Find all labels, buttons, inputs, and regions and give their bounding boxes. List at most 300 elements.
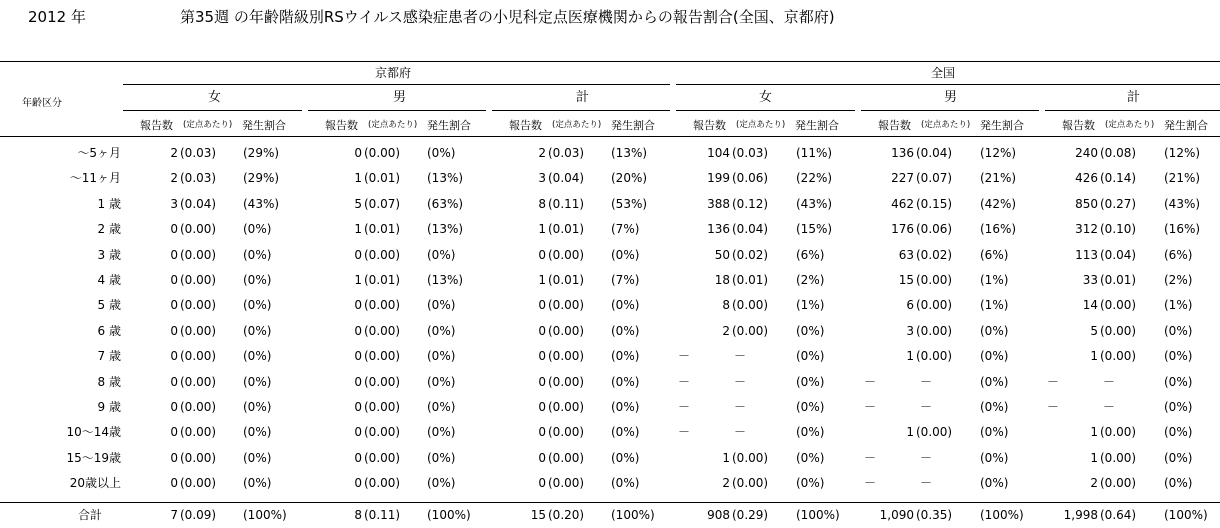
cell-per-site: (0.00) xyxy=(1100,324,1137,338)
header-bottom-rule xyxy=(0,136,1220,137)
cell-per-site: (0.14) xyxy=(1100,171,1137,185)
cell-per-site: (0.00) xyxy=(180,349,217,363)
cell-count: 1 xyxy=(354,273,362,287)
cell-count: 0 xyxy=(354,324,362,338)
cell-count: 2 xyxy=(170,146,178,160)
cell-count: 7 xyxy=(170,508,178,522)
cell-per-site: (0.00) xyxy=(916,298,953,312)
subheader-count: 報告数 xyxy=(509,119,542,132)
cell-per-site: (0.00) xyxy=(364,146,401,160)
cell-count: 113 xyxy=(1075,248,1098,262)
cell-ratio: (0%) xyxy=(427,400,456,414)
cell-ratio: (2%) xyxy=(796,273,825,287)
cell-per-site: (0.00) xyxy=(548,298,585,312)
cell-ratio: (0%) xyxy=(1164,375,1193,389)
cell-ratio: (0%) xyxy=(243,222,272,236)
subheader-per-site: (定点あたり) xyxy=(921,120,971,130)
cell-count: 0 xyxy=(170,248,178,262)
cell-count: 1 xyxy=(1090,349,1098,363)
sex-label: 男 xyxy=(944,90,958,105)
cell-count: 2 xyxy=(170,171,178,185)
cell-ratio: (22%) xyxy=(796,171,833,185)
cell-ratio: (12%) xyxy=(980,146,1017,160)
sex-rule xyxy=(308,110,486,111)
cell-per-site: (0.00) xyxy=(364,324,401,338)
cell-per-site: (0.00) xyxy=(548,248,585,262)
cell-dash: － xyxy=(678,425,691,439)
subheader-ratio: 発生割合 xyxy=(1164,119,1208,132)
row-age-label: 20歳以上 xyxy=(69,476,121,490)
cell-ratio: (0%) xyxy=(611,298,640,312)
cell-per-site: (0.06) xyxy=(916,222,953,236)
cell-per-site: (0.12) xyxy=(732,197,769,211)
cell-per-site: (0.00) xyxy=(180,425,217,439)
cell-ratio: (13%) xyxy=(427,273,464,287)
cell-per-site: (0.00) xyxy=(180,222,217,236)
cell-count: 1 xyxy=(906,425,914,439)
cell-per-site: (0.00) xyxy=(364,425,401,439)
cell-dash: － xyxy=(920,451,933,465)
cell-count: 240 xyxy=(1075,146,1098,160)
cell-ratio: (0%) xyxy=(611,451,640,465)
cell-ratio: (0%) xyxy=(796,375,825,389)
cell-per-site: (0.35) xyxy=(916,508,953,522)
cell-per-site: (0.01) xyxy=(548,273,585,287)
cell-ratio: (7%) xyxy=(611,273,640,287)
cell-per-site: (0.00) xyxy=(364,248,401,262)
cell-count: 2 xyxy=(722,476,730,490)
cell-ratio: (0%) xyxy=(980,476,1009,490)
cell-count: 14 xyxy=(1082,298,1098,312)
cell-count: 0 xyxy=(538,248,546,262)
subheader-per-site: (定点あたり) xyxy=(552,120,602,130)
subheader-ratio: 発生割合 xyxy=(242,119,286,132)
cell-count: 1 xyxy=(354,171,362,185)
row-age-label: 7 歳 xyxy=(97,349,121,363)
title-year: 2012 年 xyxy=(28,8,86,26)
sex-rule xyxy=(123,110,302,111)
cell-ratio: (0%) xyxy=(611,248,640,262)
cell-per-site: (0.00) xyxy=(548,375,585,389)
cell-per-site: (0.03) xyxy=(732,146,769,160)
cell-count: 0 xyxy=(354,248,362,262)
cell-per-site: (0.02) xyxy=(732,248,769,262)
cell-dash: － xyxy=(864,375,877,389)
cell-count: 0 xyxy=(170,349,178,363)
cell-ratio: (1%) xyxy=(980,298,1009,312)
cell-per-site: (0.00) xyxy=(364,476,401,490)
cell-ratio: (42%) xyxy=(980,197,1017,211)
cell-ratio: (100%) xyxy=(980,508,1024,522)
cell-count: 6 xyxy=(906,298,914,312)
cell-per-site: (0.00) xyxy=(1100,349,1137,363)
cell-count: 0 xyxy=(354,400,362,414)
row-age-label: ～11ヶ月 xyxy=(69,171,121,185)
cell-count: 15 xyxy=(898,273,914,287)
cell-ratio: (0%) xyxy=(427,375,456,389)
cell-ratio: (15%) xyxy=(796,222,833,236)
cell-count: 1 xyxy=(538,273,546,287)
cell-count: 850 xyxy=(1075,197,1098,211)
cell-per-site: (0.00) xyxy=(1100,425,1137,439)
cell-per-site: (0.64) xyxy=(1100,508,1137,522)
subheader-count: 報告数 xyxy=(1062,119,1095,132)
cell-ratio: (0%) xyxy=(1164,476,1193,490)
cell-ratio: (43%) xyxy=(796,197,833,211)
cell-dash: － xyxy=(920,476,933,490)
cell-count: 3 xyxy=(170,197,178,211)
sex-rule xyxy=(492,110,670,111)
cell-count: 0 xyxy=(538,476,546,490)
cell-count: 104 xyxy=(707,146,730,160)
cell-count: 0 xyxy=(538,375,546,389)
cell-ratio: (100%) xyxy=(1164,508,1208,522)
cell-per-site: (0.00) xyxy=(180,476,217,490)
cell-per-site: (0.00) xyxy=(180,451,217,465)
cell-count: 0 xyxy=(170,425,178,439)
cell-per-site: (0.01) xyxy=(364,273,401,287)
cell-count: 50 xyxy=(714,248,730,262)
cell-ratio: (6%) xyxy=(1164,248,1193,262)
cell-ratio: (53%) xyxy=(611,197,648,211)
cell-per-site: (0.00) xyxy=(364,375,401,389)
subheader-ratio: 発生割合 xyxy=(980,119,1024,132)
cell-dash: － xyxy=(678,375,691,389)
cell-ratio: (20%) xyxy=(611,171,648,185)
cell-per-site: (0.07) xyxy=(364,197,401,211)
cell-ratio: (0%) xyxy=(796,476,825,490)
cell-ratio: (13%) xyxy=(427,171,464,185)
cell-ratio: (29%) xyxy=(243,146,280,160)
cell-ratio: (100%) xyxy=(611,508,655,522)
cell-per-site: (0.00) xyxy=(1100,451,1137,465)
cell-dash: － xyxy=(734,375,747,389)
cell-count: 0 xyxy=(354,476,362,490)
cell-count: 1 xyxy=(538,222,546,236)
cell-ratio: (6%) xyxy=(980,248,1009,262)
cell-count: 0 xyxy=(170,324,178,338)
cell-count: 388 xyxy=(707,197,730,211)
cell-per-site: (0.29) xyxy=(732,508,769,522)
cell-count: 312 xyxy=(1075,222,1098,236)
cell-count: 1 xyxy=(1090,425,1098,439)
row-age-label: ～5ヶ月 xyxy=(77,146,121,160)
cell-per-site: (0.00) xyxy=(364,400,401,414)
cell-ratio: (12%) xyxy=(1164,146,1201,160)
cell-count: 0 xyxy=(538,349,546,363)
row-age-label: 6 歳 xyxy=(97,324,121,338)
cell-count: 1 xyxy=(354,222,362,236)
group-rule-kyoto xyxy=(123,84,670,85)
cell-count: 2 xyxy=(538,146,546,160)
cell-per-site: (0.04) xyxy=(548,171,585,185)
cell-dash: － xyxy=(864,400,877,414)
cell-ratio: (0%) xyxy=(980,451,1009,465)
subheader-per-site: (定点あたり) xyxy=(368,120,418,130)
cell-ratio: (1%) xyxy=(980,273,1009,287)
cell-dash: － xyxy=(734,400,747,414)
cell-dash: － xyxy=(734,425,747,439)
sex-label: 計 xyxy=(576,90,590,105)
cell-per-site: (0.00) xyxy=(180,324,217,338)
cell-ratio: (0%) xyxy=(611,349,640,363)
cell-ratio: (0%) xyxy=(1164,451,1193,465)
cell-ratio: (0%) xyxy=(243,400,272,414)
cell-count: 0 xyxy=(538,451,546,465)
cell-ratio: (0%) xyxy=(427,248,456,262)
cell-per-site: (0.20) xyxy=(548,508,585,522)
cell-count: 8 xyxy=(722,298,730,312)
cell-ratio: (0%) xyxy=(243,451,272,465)
cell-count: 63 xyxy=(898,248,914,262)
cell-count: 462 xyxy=(891,197,914,211)
cell-ratio: (13%) xyxy=(611,146,648,160)
cell-per-site: (0.00) xyxy=(364,349,401,363)
cell-count: 3 xyxy=(538,171,546,185)
cell-ratio: (0%) xyxy=(611,375,640,389)
cell-ratio: (11%) xyxy=(796,146,833,160)
cell-ratio: (16%) xyxy=(1164,222,1201,236)
cell-dash: － xyxy=(920,375,933,389)
cell-per-site: (0.00) xyxy=(548,451,585,465)
cell-dash: － xyxy=(1103,400,1116,414)
cell-dash: － xyxy=(864,451,877,465)
cell-per-site: (0.01) xyxy=(548,222,585,236)
cell-count: 227 xyxy=(891,171,914,185)
cell-per-site: (0.04) xyxy=(732,222,769,236)
cell-count: 0 xyxy=(354,451,362,465)
cell-per-site: (0.00) xyxy=(732,451,769,465)
cell-per-site: (0.00) xyxy=(548,400,585,414)
cell-per-site: (0.00) xyxy=(1100,476,1137,490)
subheader-ratio: 発生割合 xyxy=(795,119,839,132)
cell-ratio: (63%) xyxy=(427,197,464,211)
cell-count: 0 xyxy=(538,425,546,439)
cell-per-site: (0.04) xyxy=(1100,248,1137,262)
cell-per-site: (0.03) xyxy=(180,171,217,185)
cell-per-site: (0.03) xyxy=(180,146,217,160)
sex-label: 女 xyxy=(759,90,773,105)
cell-ratio: (2%) xyxy=(1164,273,1193,287)
sex-label: 女 xyxy=(208,90,222,105)
cell-per-site: (0.07) xyxy=(916,171,953,185)
cell-count: 1,998 xyxy=(1063,508,1098,522)
cell-count: 0 xyxy=(538,298,546,312)
cell-count: 0 xyxy=(170,451,178,465)
cell-ratio: (0%) xyxy=(980,375,1009,389)
cell-per-site: (0.00) xyxy=(732,298,769,312)
cell-count: 8 xyxy=(354,508,362,522)
cell-ratio: (0%) xyxy=(980,349,1009,363)
cell-per-site: (0.01) xyxy=(732,273,769,287)
cell-count: 5 xyxy=(1090,324,1098,338)
cell-count: 0 xyxy=(170,400,178,414)
cell-ratio: (29%) xyxy=(243,171,280,185)
cell-per-site: (0.00) xyxy=(180,298,217,312)
total-top-rule xyxy=(0,502,1220,503)
subheader-per-site: (定点あたり) xyxy=(183,120,233,130)
cell-ratio: (0%) xyxy=(243,273,272,287)
cell-count: 136 xyxy=(707,222,730,236)
row-age-label: 3 歳 xyxy=(97,248,121,262)
cell-per-site: (0.00) xyxy=(364,451,401,465)
cell-ratio: (0%) xyxy=(796,425,825,439)
cell-ratio: (0%) xyxy=(796,451,825,465)
cell-ratio: (100%) xyxy=(796,508,840,522)
cell-count: 2 xyxy=(722,324,730,338)
cell-ratio: (0%) xyxy=(243,248,272,262)
cell-count: 8 xyxy=(538,197,546,211)
cell-dash: － xyxy=(1047,400,1060,414)
cell-dash: － xyxy=(678,400,691,414)
cell-per-site: (0.03) xyxy=(548,146,585,160)
cell-per-site: (0.00) xyxy=(916,273,953,287)
cell-per-site: (0.00) xyxy=(732,476,769,490)
cell-per-site: (0.00) xyxy=(916,349,953,363)
cell-per-site: (0.00) xyxy=(180,248,217,262)
cell-ratio: (0%) xyxy=(427,324,456,338)
cell-count: 426 xyxy=(1075,171,1098,185)
cell-dash: － xyxy=(864,476,877,490)
cell-ratio: (1%) xyxy=(796,298,825,312)
cell-per-site: (0.00) xyxy=(548,476,585,490)
cell-per-site: (0.00) xyxy=(180,400,217,414)
row-age-label: 合計 xyxy=(78,508,103,522)
cell-ratio: (0%) xyxy=(1164,400,1193,414)
cell-ratio: (0%) xyxy=(980,400,1009,414)
group-rule-national xyxy=(676,84,1220,85)
row-age-label: 9 歳 xyxy=(97,400,121,414)
cell-ratio: (0%) xyxy=(796,324,825,338)
cell-count: 0 xyxy=(170,375,178,389)
cell-count: 0 xyxy=(538,400,546,414)
row-age-label: 4 歳 xyxy=(97,273,121,287)
cell-per-site: (0.01) xyxy=(364,171,401,185)
cell-ratio: (6%) xyxy=(796,248,825,262)
cell-per-site: (0.11) xyxy=(548,197,585,211)
cell-count: 5 xyxy=(354,197,362,211)
cell-count: 1 xyxy=(722,451,730,465)
cell-per-site: (0.00) xyxy=(548,425,585,439)
cell-per-site: (0.11) xyxy=(364,508,401,522)
cell-per-site: (0.01) xyxy=(364,222,401,236)
cell-per-site: (0.09) xyxy=(180,508,217,522)
cell-count: 0 xyxy=(354,298,362,312)
cell-per-site: (0.00) xyxy=(180,375,217,389)
table-top-rule xyxy=(0,61,1220,62)
cell-ratio: (13%) xyxy=(427,222,464,236)
cell-count: 1 xyxy=(906,349,914,363)
cell-ratio: (0%) xyxy=(427,298,456,312)
cell-ratio: (0%) xyxy=(427,349,456,363)
cell-ratio: (1%) xyxy=(1164,298,1193,312)
cell-count: 2 xyxy=(1090,476,1098,490)
cell-ratio: (21%) xyxy=(1164,171,1201,185)
sex-label: 計 xyxy=(1127,90,1141,105)
cell-ratio: (0%) xyxy=(796,349,825,363)
cell-ratio: (16%) xyxy=(980,222,1017,236)
cell-ratio: (0%) xyxy=(1164,425,1193,439)
cell-count: 176 xyxy=(891,222,914,236)
cell-ratio: (0%) xyxy=(427,146,456,160)
cell-per-site: (0.04) xyxy=(180,197,217,211)
cell-dash: － xyxy=(1103,375,1116,389)
cell-ratio: (7%) xyxy=(611,222,640,236)
cell-ratio: (43%) xyxy=(1164,197,1201,211)
row-age-label: 2 歳 xyxy=(97,222,121,236)
cell-ratio: (0%) xyxy=(611,425,640,439)
cell-count: 136 xyxy=(891,146,914,160)
cell-per-site: (0.00) xyxy=(732,324,769,338)
cell-ratio: (0%) xyxy=(796,400,825,414)
group-label-kyoto: 京都府 xyxy=(375,66,412,80)
cell-count: 0 xyxy=(354,349,362,363)
cell-count: 18 xyxy=(714,273,730,287)
cell-ratio: (0%) xyxy=(427,476,456,490)
cell-dash: － xyxy=(734,349,747,363)
cell-per-site: (0.00) xyxy=(916,425,953,439)
cell-count: 3 xyxy=(906,324,914,338)
row-header-label: 年齢区分 xyxy=(22,98,62,109)
cell-per-site: (0.00) xyxy=(548,324,585,338)
cell-count: 0 xyxy=(170,298,178,312)
cell-ratio: (0%) xyxy=(243,476,272,490)
cell-per-site: (0.00) xyxy=(364,298,401,312)
cell-count: 0 xyxy=(170,222,178,236)
cell-per-site: (0.15) xyxy=(916,197,953,211)
subheader-count: 報告数 xyxy=(140,119,173,132)
cell-per-site: (0.01) xyxy=(1100,273,1137,287)
cell-dash: － xyxy=(1047,375,1060,389)
cell-count: 0 xyxy=(354,425,362,439)
cell-dash: － xyxy=(678,349,691,363)
cell-per-site: (0.00) xyxy=(1100,298,1137,312)
subheader-per-site: (定点あたり) xyxy=(736,120,786,130)
cell-ratio: (43%) xyxy=(243,197,280,211)
cell-count: 0 xyxy=(354,146,362,160)
cell-count: 908 xyxy=(707,508,730,522)
row-age-label: 15～19歳 xyxy=(66,451,121,465)
cell-count: 0 xyxy=(538,324,546,338)
cell-ratio: (0%) xyxy=(1164,349,1193,363)
cell-per-site: (0.00) xyxy=(916,324,953,338)
sex-rule xyxy=(861,110,1039,111)
row-age-label: 8 歳 xyxy=(97,375,121,389)
cell-ratio: (0%) xyxy=(243,375,272,389)
cell-per-site: (0.27) xyxy=(1100,197,1137,211)
page-title: 第35週 の年齢階級別RSウイルス感染症患者の小児科定点医療機関からの報告割合(全国、京都府) xyxy=(180,8,835,26)
cell-per-site: (0.02) xyxy=(916,248,953,262)
cell-count: 0 xyxy=(354,375,362,389)
cell-count: 15 xyxy=(530,508,546,522)
cell-ratio: (0%) xyxy=(611,324,640,338)
cell-ratio: (0%) xyxy=(243,425,272,439)
row-age-label: 1 歳 xyxy=(97,197,121,211)
cell-ratio: (0%) xyxy=(1164,324,1193,338)
cell-ratio: (21%) xyxy=(980,171,1017,185)
cell-ratio: (0%) xyxy=(243,324,272,338)
cell-per-site: (0.06) xyxy=(732,171,769,185)
cell-count: 1 xyxy=(1090,451,1098,465)
subheader-count: 報告数 xyxy=(693,119,726,132)
row-age-label: 5 歳 xyxy=(97,298,121,312)
subheader-count: 報告数 xyxy=(878,119,911,132)
cell-count: 1,090 xyxy=(879,508,914,522)
subheader-ratio: 発生割合 xyxy=(427,119,471,132)
row-age-label: 10～14歳 xyxy=(66,425,121,439)
cell-count: 0 xyxy=(170,476,178,490)
sex-rule xyxy=(676,110,855,111)
